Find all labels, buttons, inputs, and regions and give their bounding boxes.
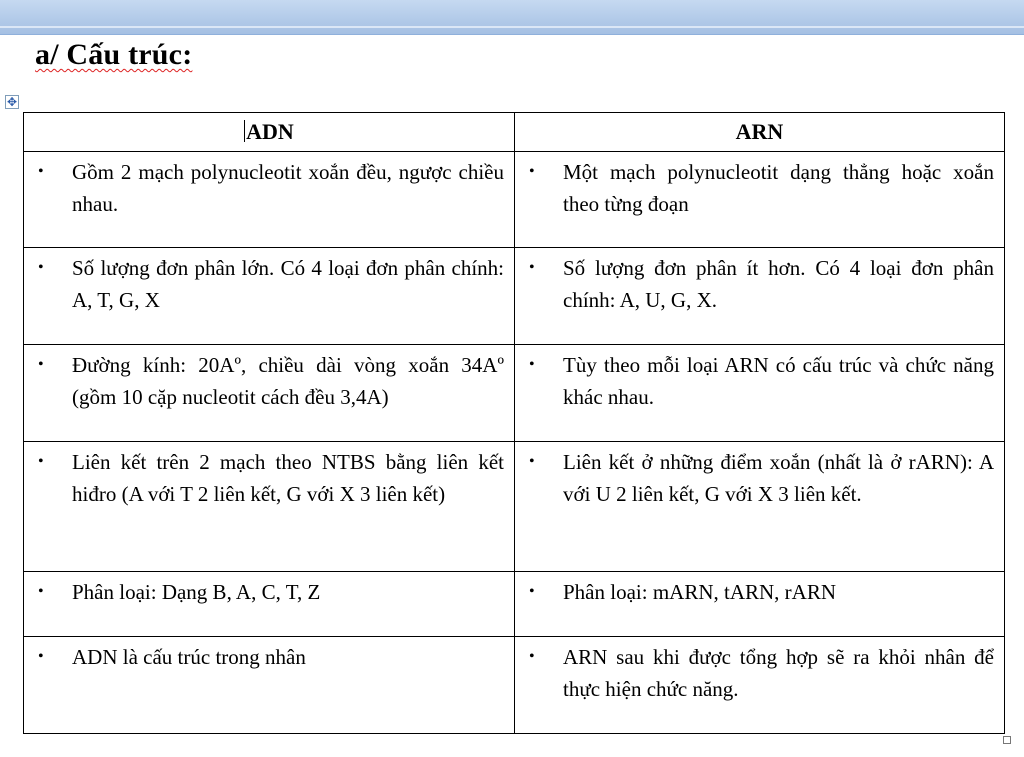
bullet-icon: •	[529, 259, 535, 276]
table-cell[interactable]	[515, 248, 1005, 345]
table-row	[24, 637, 1005, 734]
table-cell[interactable]	[24, 248, 515, 345]
bullet-icon: •	[38, 583, 44, 600]
table-cell[interactable]	[515, 637, 1005, 734]
cell-text: Liên kết trên 2 mạch theo NTBS bằng liên kết hiđro (A với T 2 liên kết, G với X 3 liên kết)	[72, 450, 504, 506]
table-cell[interactable]	[24, 637, 515, 734]
cell-text: ADN là cấu trúc trong nhân	[72, 645, 306, 669]
table-row	[24, 152, 1005, 248]
bullet-icon: •	[529, 356, 535, 373]
bullet-icon: •	[529, 163, 535, 180]
text-cursor	[244, 120, 245, 142]
resize-square-icon[interactable]	[1003, 736, 1011, 744]
comparison-table	[23, 112, 1005, 734]
bullet-icon: •	[529, 583, 535, 600]
bullet-icon: •	[38, 648, 44, 665]
bullet-icon: •	[38, 453, 44, 470]
header-adn[interactable]: ADN	[24, 113, 515, 152]
window-top-bar	[0, 0, 1024, 35]
cell-text: Phân loại: mARN, tARN, rARN	[563, 580, 836, 604]
header-arn[interactable]: ARN	[515, 113, 1005, 152]
bullet-icon: •	[38, 259, 44, 276]
table-cell[interactable]	[24, 152, 515, 248]
table-cell[interactable]	[515, 572, 1005, 637]
table-cell[interactable]	[24, 345, 515, 442]
bullet-icon: •	[529, 453, 535, 470]
bullet-icon: •	[38, 356, 44, 373]
bullet-icon: •	[38, 163, 44, 180]
table-cell[interactable]	[515, 345, 1005, 442]
table-row	[24, 572, 1005, 637]
section-heading: a/ Cấu trúc:	[35, 38, 193, 71]
cell-text: Đường kính: 20Aº, chiều dài vòng xoắn 34Aº (gồm 10 cặp nucleotit cách đều 3,4A)	[72, 353, 504, 409]
cell-text: Tùy theo mỗi loại ARN có cấu trúc và chức năng khác nhau.	[563, 353, 994, 409]
cell-text: Phân loại: Dạng B, A, C, T, Z	[72, 580, 321, 604]
cell-text: Gồm 2 mạch polynucleotit xoắn đều, ngược chiều nhau.	[72, 160, 504, 216]
cell-text: ARN sau khi được tổng hợp sẽ ra khỏi nhân để thực hiện chức năng.	[563, 645, 994, 701]
cell-text: Số lượng đơn phân ít hơn. Có 4 loại đơn phân chính: A, U, G, X.	[563, 256, 994, 312]
table-cell[interactable]	[24, 442, 515, 572]
table-cell[interactable]	[24, 572, 515, 637]
cell-text: Một mạch polynucleotit dạng thẳng hoặc xoắn theo từng đoạn	[563, 160, 994, 216]
cell-text: Liên kết ở những điểm xoắn (nhất là ở rARN): A với U 2 liên kết, G với X 3 liên kết.	[563, 450, 994, 506]
cell-text: Số lượng đơn phân lớn. Có 4 loại đơn phân chính: A, T, G, X	[72, 256, 504, 312]
move-cross-icon[interactable]: ✥	[6, 95, 18, 109]
bullet-icon: •	[529, 648, 535, 665]
table-cell[interactable]	[515, 152, 1005, 248]
table-row	[24, 442, 1005, 572]
table-row	[24, 345, 1005, 442]
table-cell[interactable]	[515, 442, 1005, 572]
table-row	[24, 248, 1005, 345]
table-header-row	[24, 113, 1005, 152]
